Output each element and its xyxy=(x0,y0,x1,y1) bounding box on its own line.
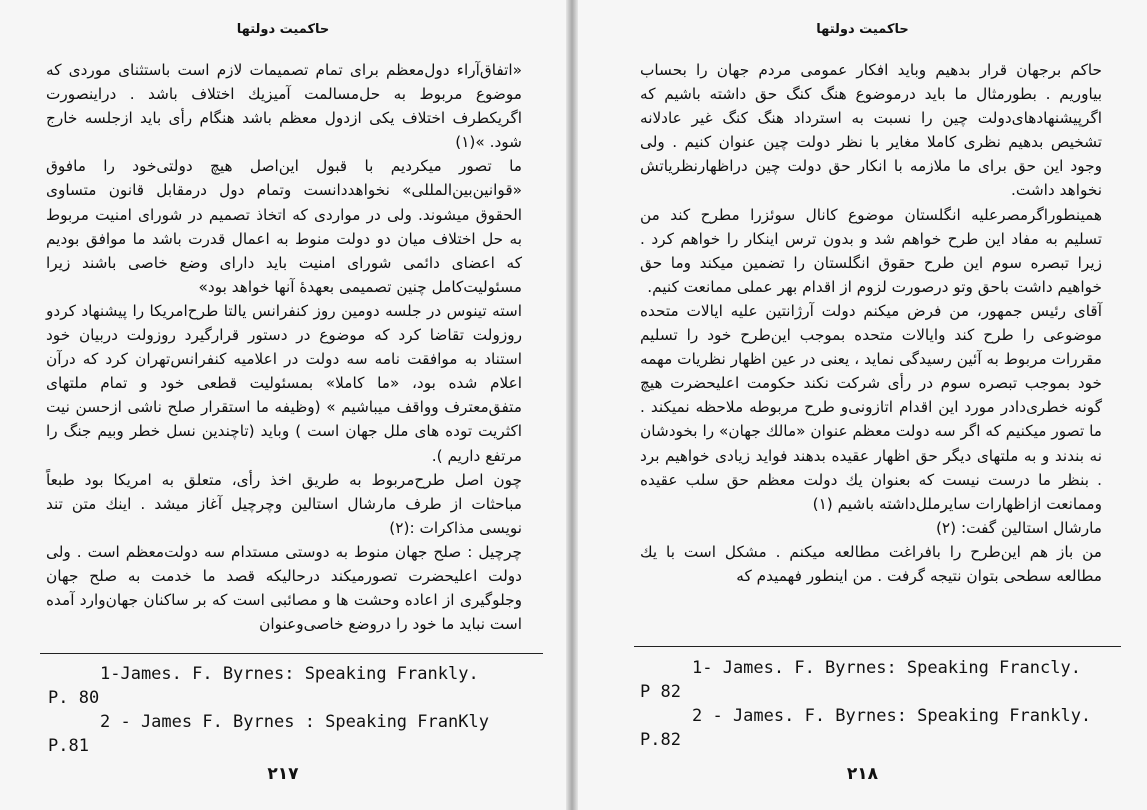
paragraph: استه تینوس در جلسه دومین روز کنفرانس یالتا طرح‌امریکا را پیشنهاد کردو روزولت تقاضا کرد که موضوع در دستور قرارگیرد روزولت دربیان خود استناد به موافقت نامه سه دولت در اعلامیه کنفرانس‌تهران کرد که درآن اعلام شده بود، «ما کاملا» بمسئولیت قطعی خود و تمام ملتهای متفق‌معترف وواقف میباشیم » (وظیفه ما استقرار صلح ناشی ازحسن نیت اکثریت توده های ملل جهان است ) وباید (تاچندین نسل خطر وبیم جنگ را مرتفع داریم ). xyxy=(46,301,522,465)
footnote-divider xyxy=(40,653,543,654)
page-number: ۲۱۸ xyxy=(846,764,879,784)
footnote-divider xyxy=(634,646,1121,647)
body-text xyxy=(640,58,1102,588)
running-header: حاکمیت دولتها xyxy=(236,22,330,37)
right-page xyxy=(578,0,1147,810)
paragraph: مارشال استالین گفت: (۲) xyxy=(935,518,1102,537)
body-text xyxy=(46,58,522,636)
footnote-2: 2 - James. F. Byrnes: Speaking Frankly. xyxy=(692,706,1092,726)
footnote-1: 1-James. F. Byrnes: Speaking Frankly. xyxy=(100,664,479,684)
page-number: ۲۱۷ xyxy=(267,764,299,784)
footnote-2-page: P.82 xyxy=(640,730,681,750)
paragraph: همینطوراگرمصرعلیه انگلستان موضوع کانال سوئزرا مطرح کند من تسلیم به مفاد این طرح خواهم شد و بدون ترس اینکار را خواهم کرد . زیرا تبصره سوم این طرح حقوق انگلستان را تضمین میکند وما حق خواهیم داشت باحق وتو درصورت لزوم از اقدام بهر عملی ممانعت کنیم. xyxy=(640,205,1102,296)
book-spine xyxy=(566,0,578,810)
footnote-2-page: P.81 xyxy=(48,736,89,756)
footnote-2: 2 - James F. Byrnes : Speaking FranKly xyxy=(100,712,489,732)
paragraph: من باز هم این‌طرح را بافراغت مطالعه میکنم . مشکل است با یك مطالعه سطحی بتوان نتیجه گرفت . من اینطور فهمیدم که xyxy=(640,542,1102,585)
footnotes xyxy=(640,656,1110,752)
paragraph: حاکم برجهان قرار بدهیم وباید افکار عمومی مردم جهان را بحساب بیاوریم . بطورمثال ما باید درموضوع هنگ کنگ حق داشته باشیم که اگرپیشنهادهای‌دولت چین را نسبت به استرداد هنگ کنگ غیر عادلانه تشخیص بدهیم نظری کاملا مغایر با نظر دولت چین عنوان کنیم . ولی وجود این حق برای ما ملازمه با انکار حق دولت چین دراظهارنظریاتش نخواهد داشت. xyxy=(640,61,1102,200)
footnotes xyxy=(48,662,518,758)
paragraph: ما تصور میکردیم با قبول این‌اصل هیچ دولتی‌خود را مافوق «قوانین‌بین‌المللی» نخواهددانست وتمام دول درمقابل قانون متساوی الحقوق میشوند. ولی در مواردی که اتخاذ تصمیم در شورای امنیت مربوط به حل اختلاف میان دو دولت منوط به اعمال قدرت باشد ما موافق بودیم که اعضای دائمی شورای امنیت باید دارای وضع خاصی باشند زیرا مسئولیت‌کامل چنین تصمیمی بعهدهٔ آنها خواهد بود» xyxy=(46,157,522,296)
running-header: حاکمیت دولتها xyxy=(816,22,909,37)
paragraph: چون اصل طرح‌مربوط به طریق اخذ رأی، متعلق به امریکا بود طبعاً مباحثات از طرف مارشال استالین وچرچیل آغاز میشد . اینك متن تند نویسی مذاکرات :(۲) xyxy=(46,470,522,537)
footnote-1: 1- James. F. Byrnes: Speaking Francly. xyxy=(692,658,1081,678)
paragraph: آقای رئیس جمهور، من فرض میکنم دولت آرژانتین علیه ایالات متحده موضوعی را طرح کند وایالات متحده بموجب این‌طرح خود را تسلیم مقررات مربوط به آئین رسیدگی نماید ، یعنی در عین اظهار نظریات مهمه خود بموجب تبصره سوم در رأی شرکت نکند حکومت اعلیحضرت هیچ گونه خطری‌دادر مورد این اقدام اتازونی‌و طرح مربوطه ملاحظه نمیکند . ما تصور میکنیم که اگر سه دولت معظم عنوان «مالك جهان» را بخودشان نه بندند و به ملتهای دیگر حق اظهار عقیده بدهند فواید زیادی خواهیم برد . بنظر ما درست نیست که بعنوان یك دولت معظم حق سلب عقیده وممانعت ازاظهارات سایرملل‌داشته باشیم (۱) xyxy=(640,301,1102,513)
paragraph: چرچیل : صلح جهان منوط به دوستی مستدام سه دولت‌معظم است . ولی دولت اعلیحضرت تصورمیکند درحالیکه قصد ما خدمت به صلح جهان وجلوگیری از اعاده وحشت ها و مصائبی است که بر ساکنان جهان‌وارد آمده است نباید ما خود را دروضع خاصی‌وعنوان xyxy=(46,542,522,634)
footnote-1-page: P. 80 xyxy=(48,688,100,708)
paragraph: «اتفاق‌آراء دول‌معظم برای تمام تصمیمات لازم است باستثنای موردی که موضوع مربوط به حل‌مسالمت آمیزیك اختلاف باشد . دراینصورت اگریکطرف اختلاف یکی ازدول معظم باشد هنگام رأی باید ازجلسه خارج شود. »(۱) xyxy=(46,61,522,152)
footnote-1-page: P 82 xyxy=(640,682,681,702)
left-page xyxy=(0,0,566,810)
